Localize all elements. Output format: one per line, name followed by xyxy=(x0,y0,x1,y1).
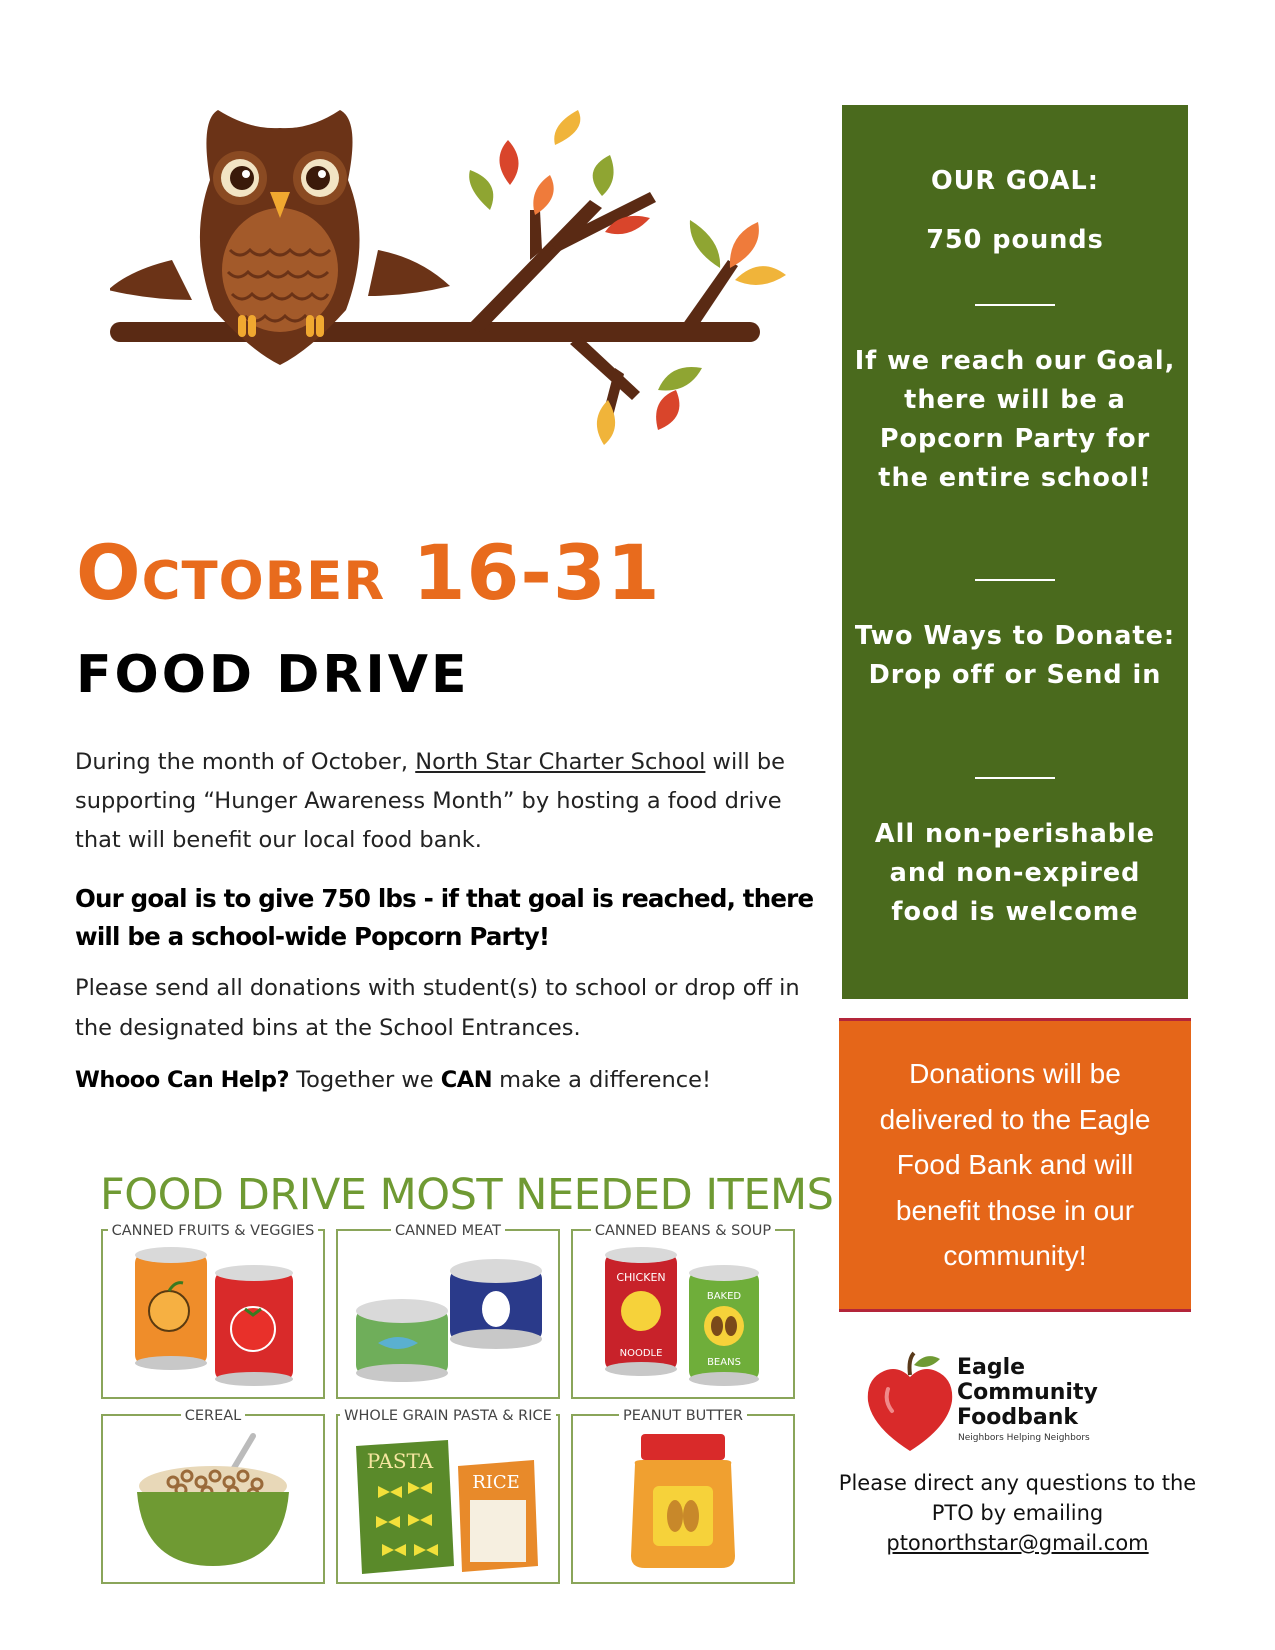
item-canned-meat xyxy=(336,1223,560,1399)
item-label: PEANUT BUTTER xyxy=(619,1408,747,1424)
item-label: WHOLE GRAIN PASTA & RICE xyxy=(340,1408,556,1424)
accepted-food: All non-perishable and non-expired food is welcome xyxy=(874,819,1156,927)
goal-statement: Our goal is to give 750 lbs - if that goal is reached, there will be a school-wide Popcorn Party! xyxy=(75,884,814,951)
divider xyxy=(975,579,1055,581)
intro-paragraph xyxy=(75,743,815,860)
donation-methods: Two Ways to Donate: Drop off or Send in xyxy=(854,621,1176,690)
needed-items-title: FOOD DRIVE MOST NEEDED ITEMS xyxy=(100,1170,834,1220)
item-peanut-butter xyxy=(571,1408,795,1584)
contact-text: Please direct any questions to the PTO by emailing xyxy=(838,1471,1197,1525)
goal-heading: OUR GOAL: xyxy=(930,166,1099,196)
goal-value: 750 pounds xyxy=(926,225,1104,255)
divider xyxy=(975,304,1055,306)
contact-email-link[interactable]: ptonorthstar@gmail.com xyxy=(886,1531,1149,1555)
school-name-link[interactable]: North Star Charter School xyxy=(415,749,706,775)
can-label-beans: BEANS xyxy=(707,1357,741,1368)
can-label-chicken: CHICKEN xyxy=(616,1271,666,1284)
foodbank-tagline: Neighbors Helping Neighbors xyxy=(958,1433,1090,1443)
delivery-info-text: Donations will be delivered to the Eagle Food Bank and will benefit those in our community! xyxy=(879,1058,1151,1271)
peanut-butter-jar-icon xyxy=(573,1416,793,1582)
item-label: CEREAL xyxy=(181,1408,246,1424)
closing-question: Whooo Can Help? xyxy=(75,1067,290,1093)
item-label: CANNED MEAT xyxy=(391,1223,505,1239)
cereal-bowl-icon xyxy=(103,1416,323,1582)
item-canned-fruits-veggies xyxy=(101,1223,325,1399)
event-title: FOOD DRIVE xyxy=(76,645,470,705)
divider xyxy=(975,777,1055,779)
reward-text: If we reach our Goal, there will be a Popcorn Party for the entire school! xyxy=(854,346,1176,493)
intro-text-start: During the month of October, xyxy=(75,749,416,775)
box-label-pasta: PASTA xyxy=(366,1449,434,1473)
donation-instructions: Please send all donations with student(s) to school or drop off in the designated bins at the School Entrances. xyxy=(75,975,800,1041)
item-label: CANNED FRUITS & VEGGIES xyxy=(108,1223,319,1239)
can-label-noodle: NOODLE xyxy=(619,1348,663,1359)
foodbank-name-line: Community xyxy=(957,1380,1098,1405)
can-label-baked: BAKED xyxy=(706,1291,742,1302)
closing-can: CAN xyxy=(440,1067,493,1093)
box-label-rice: RICE xyxy=(472,1472,520,1493)
event-dates: October 16-31 xyxy=(76,528,661,617)
item-label: CANNED BEANS & SOUP xyxy=(591,1223,775,1239)
item-pasta-rice xyxy=(336,1408,560,1584)
closing-text: Together we xyxy=(289,1067,441,1093)
closing-line xyxy=(75,1060,815,1100)
soup-bean-cans-icon xyxy=(573,1231,793,1397)
foodbank-name-line: Foodbank xyxy=(957,1405,1078,1430)
contact-info xyxy=(835,1468,1200,1558)
item-canned-beans-soup xyxy=(571,1223,795,1399)
closing-text-end: make a difference! xyxy=(492,1067,712,1093)
delivery-info-panel xyxy=(839,1018,1191,1312)
intro-text-end: will be supporting “Hunger Awareness Month” by hosting a food drive that will benefit our local food bank. xyxy=(75,749,785,853)
item-cereal xyxy=(101,1408,325,1584)
foodbank-name-line: Eagle xyxy=(957,1355,1026,1380)
goal-panel xyxy=(842,105,1188,999)
fruit-veggie-cans-icon xyxy=(103,1231,323,1397)
pasta-rice-boxes-icon xyxy=(338,1416,558,1582)
owl-on-branch-illustration xyxy=(110,100,810,470)
meat-cans-icon xyxy=(338,1231,558,1397)
foodbank-name xyxy=(957,1355,1098,1430)
